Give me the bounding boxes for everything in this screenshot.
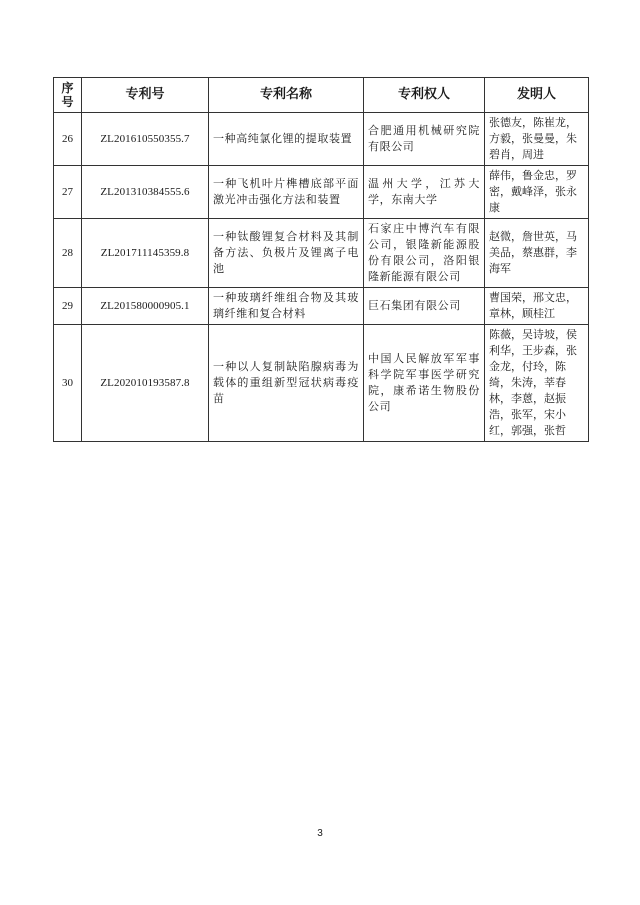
cell-seq: 28 xyxy=(54,219,82,288)
cell-inventors: 张德友，陈崔龙，方毅，张曼曼，朱碧肖，周进 xyxy=(485,113,589,166)
cell-patent-number: ZL201580000905.1 xyxy=(82,288,209,325)
table-row xyxy=(54,288,589,325)
cell-holder: 温州大学，江苏大学，东南大学 xyxy=(364,166,485,219)
cell-patent-name: 一种玻璃纤维组合物及其玻璃纤维和复合材料 xyxy=(209,288,364,325)
table-row xyxy=(54,219,589,288)
cell-patent-name: 一种高纯氯化锂的提取装置 xyxy=(209,113,364,166)
cell-holder: 合肥通用机械研究院有限公司 xyxy=(364,113,485,166)
cell-holder: 石家庄中博汽车有限公司，银隆新能源股份有限公司，洛阳银隆新能源有限公司 xyxy=(364,219,485,288)
cell-seq: 27 xyxy=(54,166,82,219)
table-header-row xyxy=(54,78,589,113)
cell-patent-name: 一种飞机叶片榫槽底部平面激光冲击强化方法和装置 xyxy=(209,166,364,219)
cell-patent-name: 一种以人复制缺陷腺病毒为载体的重组新型冠状病毒疫苗 xyxy=(209,325,364,442)
header-holder: 专利权人 xyxy=(364,78,485,113)
cell-holder: 中国人民解放军军事科学院军事医学研究院，康希诺生物股份公司 xyxy=(364,325,485,442)
cell-patent-number: ZL201310384555.6 xyxy=(82,166,209,219)
header-inventors: 发明人 xyxy=(485,78,589,113)
table-row xyxy=(54,325,589,442)
cell-holder: 巨石集团有限公司 xyxy=(364,288,485,325)
page-number: 3 xyxy=(317,828,323,839)
cell-inventors: 陈薇，吴诗坡，侯利华，王步森，张金龙，付玲，陈绮，朱涛，莘春林，李蒽，赵振浩，张军，宋小红，郭强，张哲 xyxy=(485,325,589,442)
cell-patent-number: ZL201711145359.8 xyxy=(82,219,209,288)
table-row xyxy=(54,113,589,166)
patent-table xyxy=(53,77,589,442)
table-row xyxy=(54,166,589,219)
cell-seq: 29 xyxy=(54,288,82,325)
cell-seq: 26 xyxy=(54,113,82,166)
cell-patent-number: ZL202010193587.8 xyxy=(82,325,209,442)
cell-patent-name: 一种钛酸锂复合材料及其制备方法、负极片及锂离子电池 xyxy=(209,219,364,288)
header-patent-name: 专利名称 xyxy=(209,78,364,113)
cell-seq: 30 xyxy=(54,325,82,442)
header-patent-number: 专利号 xyxy=(82,78,209,113)
cell-inventors: 赵微，詹世英，马美品，蔡惠群，李海军 xyxy=(485,219,589,288)
cell-inventors: 曹国荣，邢文忠，章林，顾桂江 xyxy=(485,288,589,325)
header-seq: 序号 xyxy=(54,78,82,113)
cell-patent-number: ZL201610550355.7 xyxy=(82,113,209,166)
cell-inventors: 薛伟，鲁金忠，罗密，戴峰泽，张永康 xyxy=(485,166,589,219)
